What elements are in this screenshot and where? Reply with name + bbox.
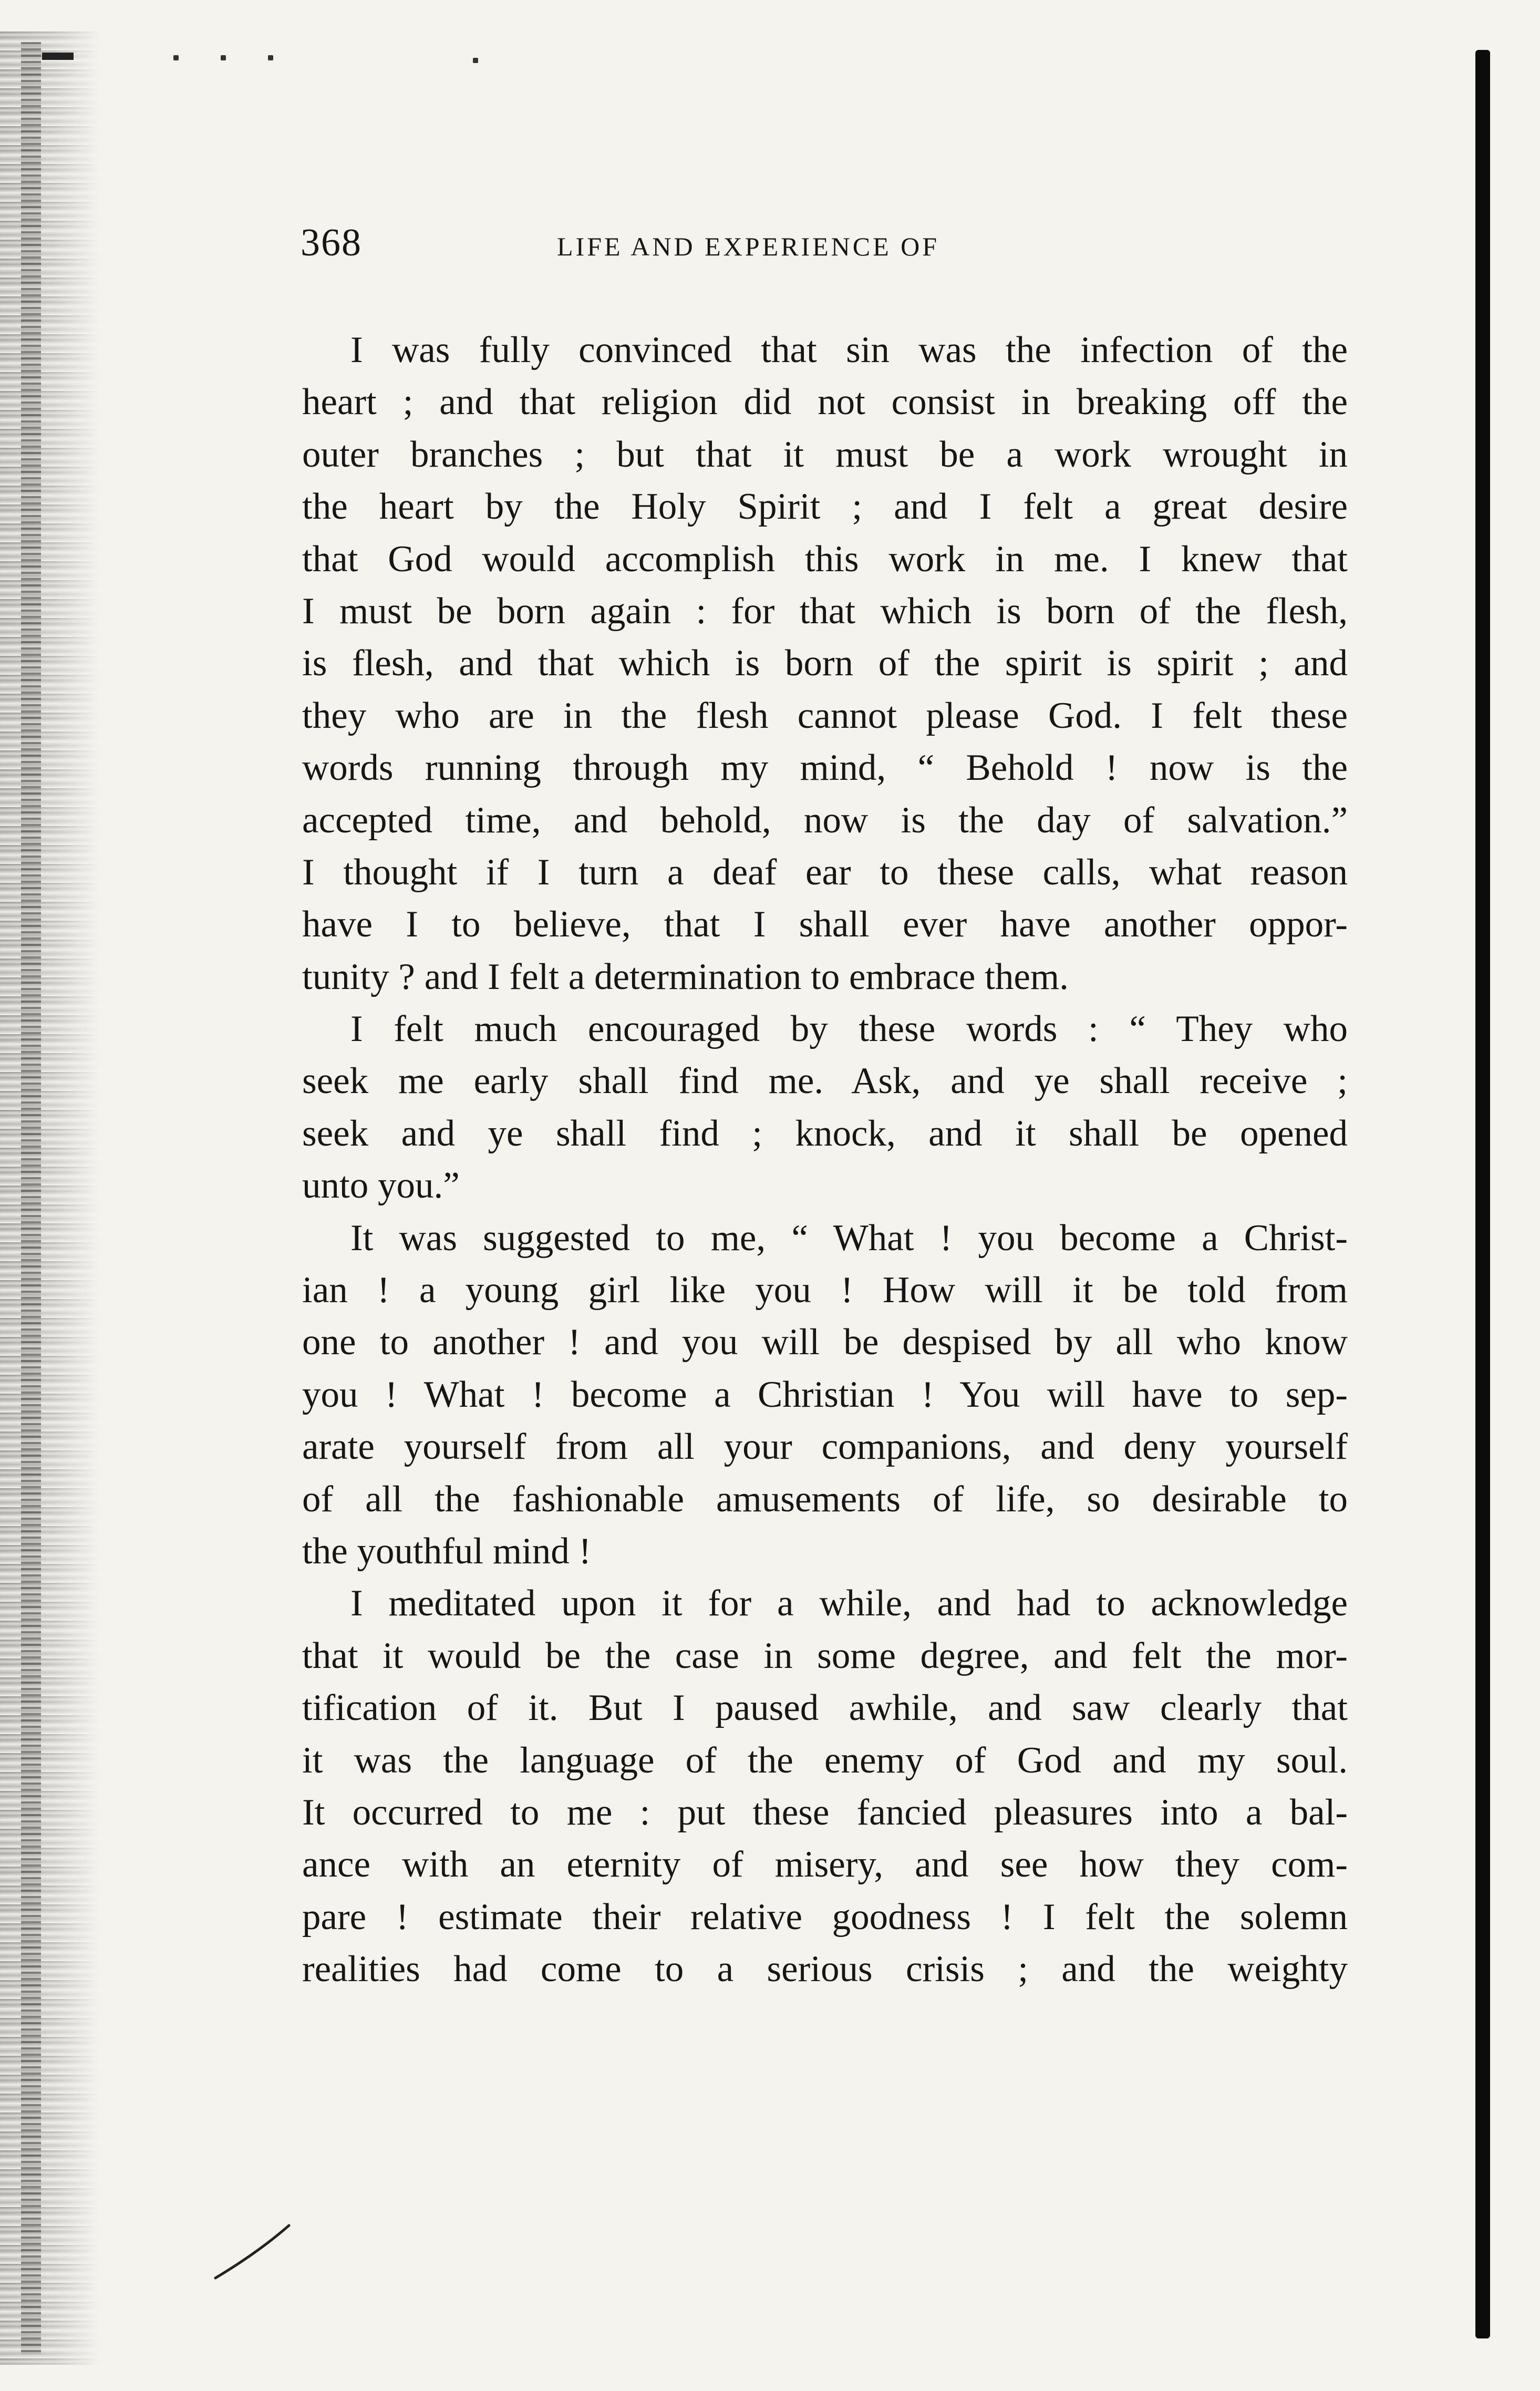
text-line: is flesh, and that which is born of the spirit is spirit ; and bbox=[302, 643, 1348, 684]
text-line: words running through my mind, “ Behold ! now is the bbox=[302, 747, 1348, 789]
text-line: outer branches ; but that it must be a work wrought in bbox=[302, 434, 1348, 475]
scan-speck bbox=[173, 55, 179, 60]
text-line: seek me early shall find me. Ask, and ye shall receive ; bbox=[302, 1060, 1348, 1102]
text-line: the youthful mind ! bbox=[302, 1530, 592, 1572]
text-line: of all the fashionable amusements of life, so desirable to bbox=[302, 1478, 1348, 1520]
text-line: unto you.” bbox=[302, 1165, 460, 1207]
running-head: LIFE AND EXPERIENCE OF bbox=[557, 232, 940, 261]
text-line: accepted time, and behold, now is the day of salvation.” bbox=[302, 799, 1348, 841]
scan-speck bbox=[268, 55, 273, 60]
text-line: It occurred to me : put these fancied pleasures into a bal- bbox=[302, 1791, 1348, 1833]
text-line: arate yourself from all your companions, and deny yourself bbox=[302, 1426, 1348, 1468]
scan-right-edge-rule bbox=[1475, 50, 1490, 2338]
text-line: seek and ye shall find ; knock, and it shall be opened bbox=[302, 1112, 1348, 1154]
text-line: I thought if I turn a deaf ear to these calls, what reason bbox=[302, 851, 1348, 893]
text-line: one to another ! and you will be despised by all who know bbox=[302, 1322, 1348, 1363]
scan-binding-edge bbox=[21, 42, 41, 2354]
text-line: I must be born again : for that which is born of the flesh, bbox=[302, 590, 1348, 632]
text-line: tunity ? and I felt a determination to embrace them. bbox=[302, 956, 1069, 997]
text-line: that it would be the case in some degree, and felt the mor- bbox=[302, 1635, 1348, 1676]
scan-gutter-shadow bbox=[0, 32, 100, 2365]
scan-top-mark bbox=[42, 53, 74, 60]
text-line: that God would accomplish this work in me. I knew that bbox=[302, 538, 1348, 580]
text-line: you ! What ! become a Christian ! You will have to sep- bbox=[302, 1374, 1348, 1415]
text-line: I felt much encouraged by these words : “ They who bbox=[350, 1008, 1348, 1050]
text-line: heart ; and that religion did not consist in breaking off the bbox=[302, 382, 1348, 423]
text-line: tification of it. But I paused awhile, and saw clearly that bbox=[302, 1687, 1348, 1729]
text-line: I was fully convinced that sin was the infection of the bbox=[350, 329, 1348, 370]
text-line: they who are in the flesh cannot please God. I felt these bbox=[302, 695, 1348, 736]
text-line: the heart by the Holy Spirit ; and I felt a great desire bbox=[302, 486, 1348, 528]
scan-speck bbox=[221, 55, 226, 60]
text-line: I meditated upon it for a while, and had to acknowledge bbox=[350, 1583, 1348, 1624]
page-number: 368 bbox=[301, 221, 362, 264]
text-line: ian ! a young girl like you ! How will it be told from bbox=[302, 1270, 1348, 1311]
text-line: it was the language of the enemy of God and my soul. bbox=[302, 1739, 1348, 1781]
text-line: realities had come to a serious crisis ; and the weighty bbox=[302, 1949, 1348, 1990]
text-line: pare ! estimate their relative goodness ! I felt the solemn bbox=[302, 1896, 1348, 1937]
body-text bbox=[302, 324, 1348, 1996]
text-line: have I to believe, that I shall ever have another oppor- bbox=[302, 904, 1348, 945]
text-line: It was suggested to me, “ What ! you become a Christ- bbox=[350, 1217, 1348, 1259]
scan-speck bbox=[473, 58, 478, 63]
text-line: ance with an eternity of misery, and see how they com- bbox=[302, 1844, 1348, 1885]
scan-stray-pen-stroke bbox=[210, 2220, 294, 2283]
